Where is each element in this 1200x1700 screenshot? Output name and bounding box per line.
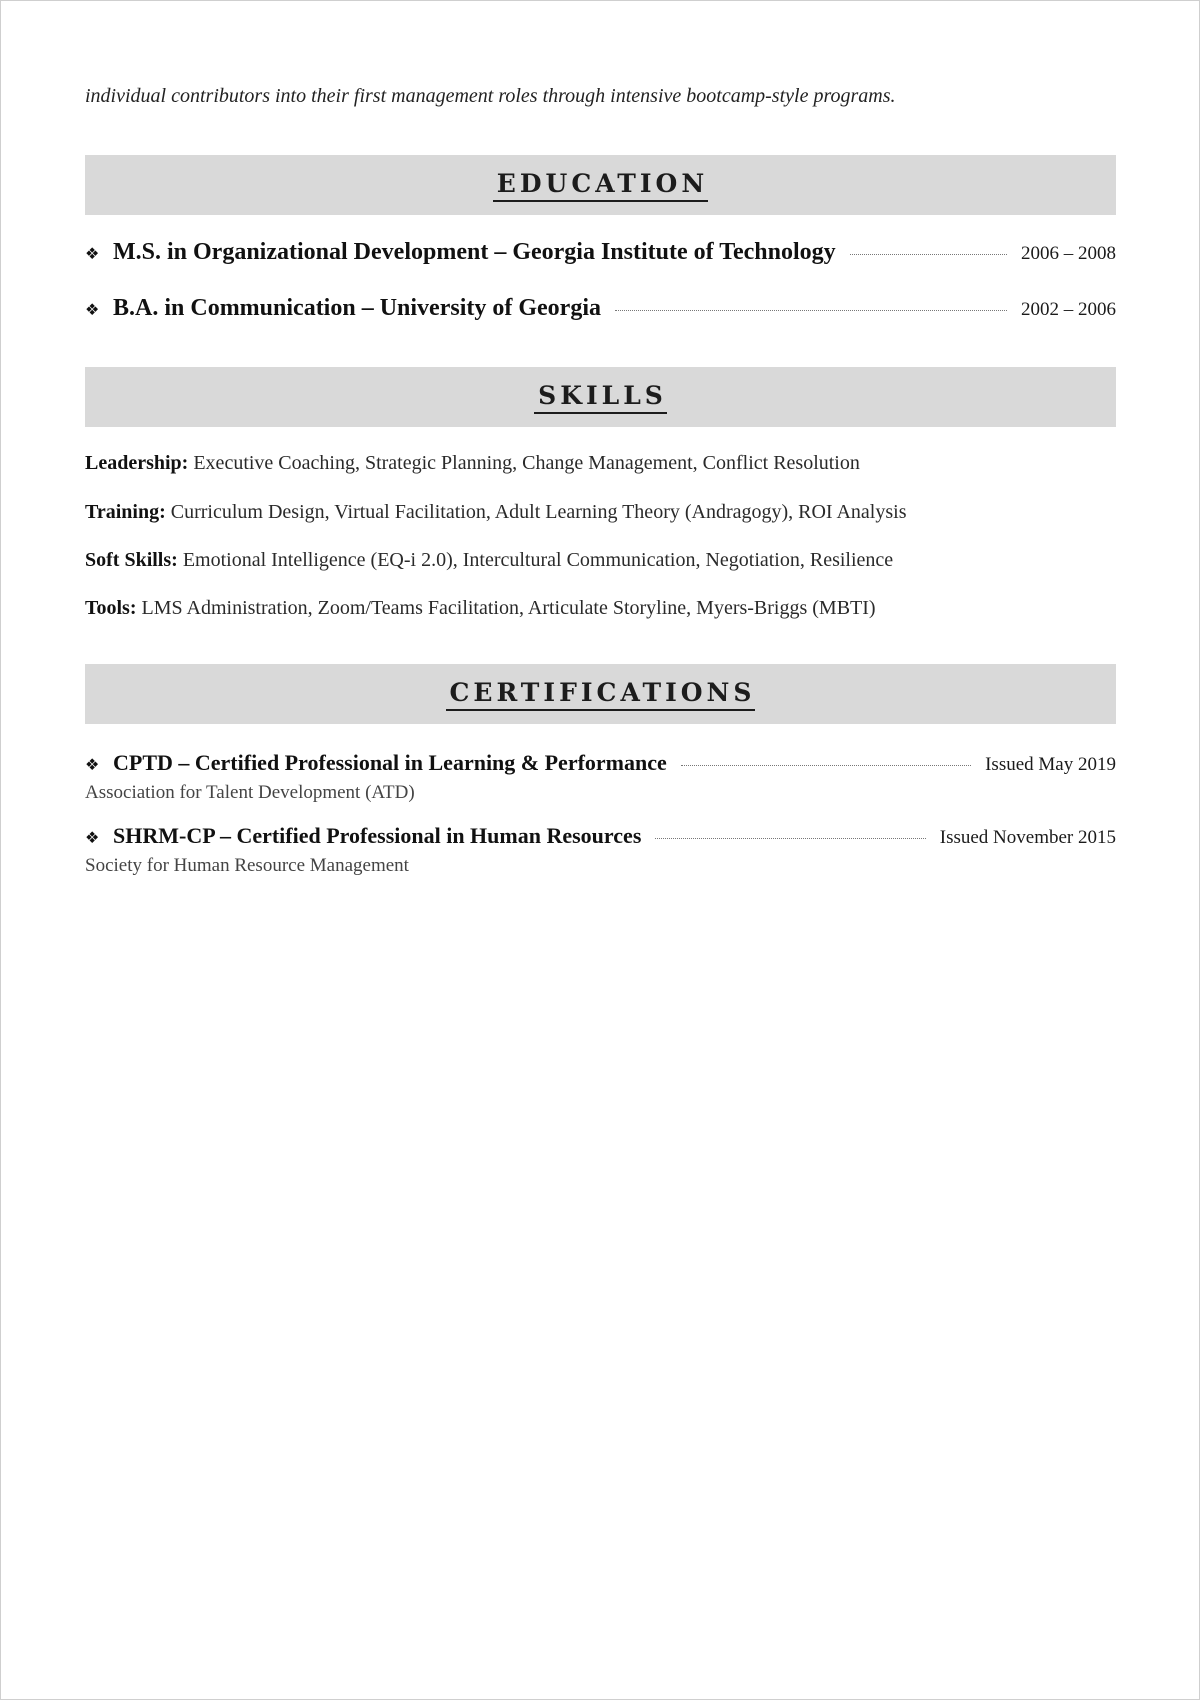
skills-section-header xyxy=(85,367,1116,427)
degree-dates: 2006 – 2008 xyxy=(1021,243,1116,264)
certification-title: SHRM-CP – Certified Professional in Human Resources xyxy=(113,823,642,848)
education-heading: EDUCATION xyxy=(493,169,708,202)
skill-label: Soft Skills: xyxy=(85,549,178,571)
certification-title: CPTD – Certified Professional in Learning & Performance xyxy=(113,750,667,775)
degree-title: M.S. in Organizational Development – Georgia Institute of Technology xyxy=(113,239,836,265)
skill-line xyxy=(85,549,1116,572)
intro-text: individual contributors into their first management roles through intensive bootcamp-style programs. xyxy=(85,85,896,107)
diamond-bullet-icon: ❖ xyxy=(85,244,100,263)
skill-label: Tools: xyxy=(85,597,137,619)
skills-heading: SKILLS xyxy=(534,381,667,414)
certification-entry xyxy=(85,823,1116,849)
dot-leader xyxy=(655,837,925,839)
dot-leader xyxy=(615,309,1007,311)
skill-value: Emotional Intelligence (EQ-i 2.0), Intercultural Communication, Negotiation, Resilience xyxy=(182,549,894,571)
certification-issued: Issued May 2019 xyxy=(985,754,1116,775)
education-entry xyxy=(85,295,1116,322)
certification-issuer: Society for Human Resource Management xyxy=(85,855,409,876)
dot-leader xyxy=(681,764,971,766)
skill-line xyxy=(85,597,1116,620)
diamond-bullet-icon: ❖ xyxy=(85,755,100,774)
dot-leader xyxy=(850,253,1007,255)
certification-issuer: Association for Talent Development (ATD) xyxy=(85,782,415,803)
skill-value: Executive Coaching, Strategic Planning, Change Management, Conflict Resolution xyxy=(193,452,860,474)
skill-line xyxy=(85,452,1116,475)
skill-label: Leadership: xyxy=(85,452,189,474)
skill-label: Training: xyxy=(85,501,166,523)
certification-entry xyxy=(85,750,1116,776)
education-entry xyxy=(85,239,1116,266)
skill-value: Curriculum Design, Virtual Facilitation, Adult Learning Theory (Andragogy), ROI Analysis xyxy=(170,501,907,523)
degree-title: B.A. in Communication – University of Georgia xyxy=(113,295,601,321)
certifications-heading: CERTIFICATIONS xyxy=(446,678,756,711)
degree-dates: 2002 – 2006 xyxy=(1021,299,1116,320)
certifications-section-header xyxy=(85,664,1116,724)
education-section-header xyxy=(85,155,1116,215)
diamond-bullet-icon: ❖ xyxy=(85,828,100,847)
certification-issued: Issued November 2015 xyxy=(939,827,1116,848)
skill-value: LMS Administration, Zoom/Teams Facilitation, Articulate Storyline, Myers-Briggs (MBTI) xyxy=(141,597,876,619)
diamond-bullet-icon: ❖ xyxy=(85,300,100,319)
skill-line xyxy=(85,501,1116,524)
